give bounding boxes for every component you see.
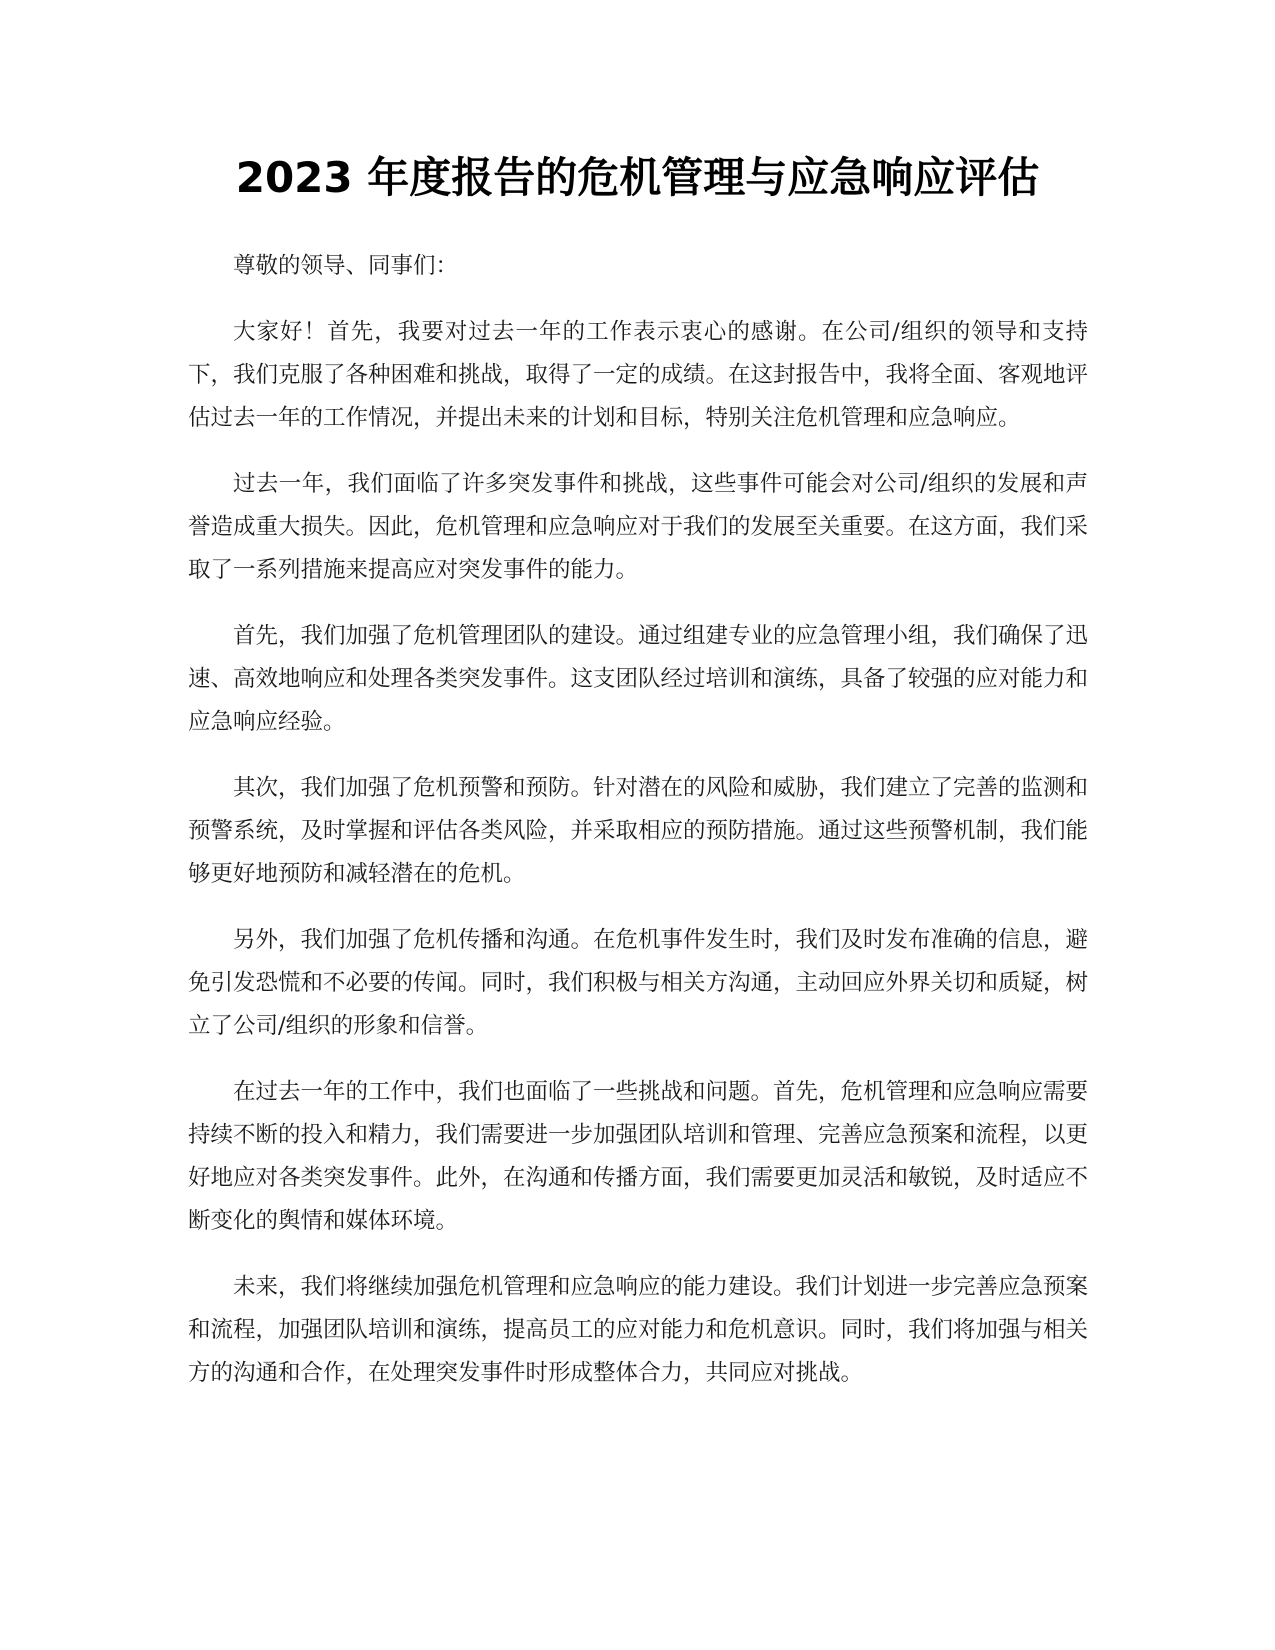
page-title: 2023 年度报告的危机管理与应急响应评估 (235, 153, 1040, 202)
paragraph: 未来，我们将继续加强危机管理和应急响应的能力建设。我们计划进一步完善应急预案和流程，加强团队培训和演练，提高员工的应对能力和危机意识。同时，我们将加强与相关方的沟通和合作，在处理突发事件时形成整体合力，共同应对挑战。 (188, 1274, 1089, 1386)
paragraph: 大家好！首先，我要对过去一年的工作表示衷心的感谢。在公司/组织的领导和支持下，我们克服了各种困难和挑战，取得了一定的成绩。在这封报告中，我将全面、客观地评估过去一年的工作情况，并提出未来的计划和目标，特别关注危机管理和应急响应。 (188, 319, 1089, 431)
paragraph: 过去一年，我们面临了许多突发事件和挑战，这些事件可能会对公司/组织的发展和声誉造成重大损失。因此，危机管理和应急响应对于我们的发展至关重要。在这方面，我们采取了一系列措施来提高应对突发事件的能力。 (188, 471, 1089, 583)
paragraph: 在过去一年的工作中，我们也面临了一些挑战和问题。首先，危机管理和应急响应需要持续不断的投入和精力，我们需要进一步加强团队培训和管理、完善应急预案和流程，以更好地应对各类突发事件。此外，在沟通和传播方面，我们需要更加灵活和敏锐，及时适应不断变化的舆情和媒体环境。 (188, 1079, 1089, 1234)
paragraph: 另外，我们加强了危机传播和沟通。在危机事件发生时，我们及时发布准确的信息，避免引发恐慌和不必要的传闻。同时，我们积极与相关方沟通，主动回应外界关切和质疑，树立了公司/组织的形象和信誉。 (188, 927, 1089, 1039)
paragraph: 首先，我们加强了危机管理团队的建设。通过组建专业的应急管理小组，我们确保了迅速、高效地响应和处理各类突发事件。这支团队经过培训和演练，具备了较强的应对能力和应急响应经验。 (188, 623, 1089, 735)
document-body (188, 245, 1088, 1418)
paragraph: 其次，我们加强了危机预警和预防。针对潜在的风险和威胁，我们建立了完善的监测和预警系统，及时掌握和评估各类风险，并采取相应的预防措施。通过这些预警机制，我们能够更好地预防和减轻潜在的危机。 (188, 775, 1089, 887)
greeting: 尊敬的领导、同事们： (233, 253, 459, 279)
